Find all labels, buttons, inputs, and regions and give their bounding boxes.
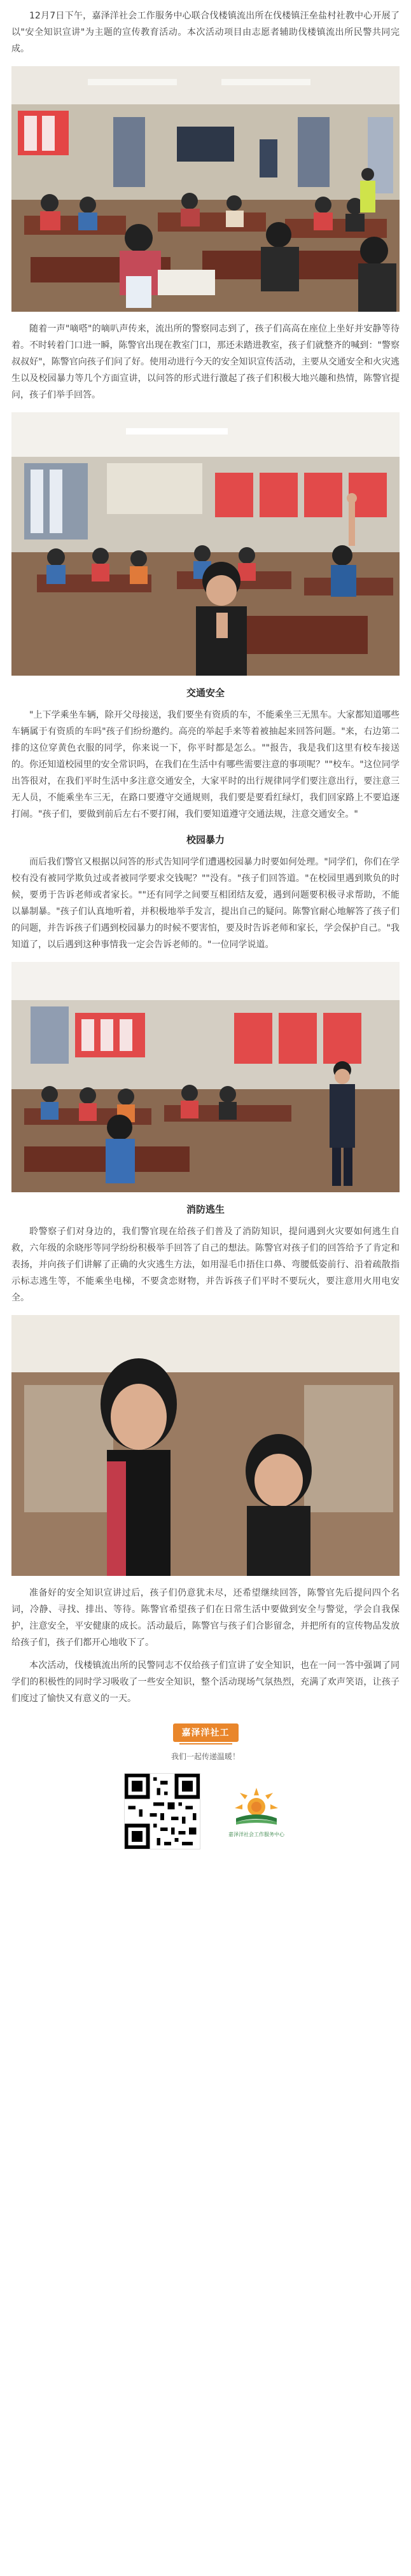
sun-logo-icon — [226, 1781, 287, 1842]
section-body-fire: 聆警察子们对身边的，我们警官现在给孩子们普及了消防知识，提问遇到火灾要如何逃生自救，六年级的余晓彤等同学纷纷积极举手回答了自己的想法。陈警官对孩子们的回答给予了肯定和表扬，并向孩子们讲解了正确的火灾逃生方法，如用湿毛巾捂住口鼻、弯腰低姿前行、沿着疏散指示标志逃生等，不能乘坐电梯，不要贪恋财物，并告诉孩子们平时不要玩火，要注意用火用电安全。 — [11, 1227, 400, 1303]
footer-row — [0, 1773, 411, 1849]
article-closing-2: 本次活动，伐楼镇流出所的民警同志不仅给孩子们宣讲了安全知识，也在一问一答中强调了同学们的积极性的同时学习吸收了一些安全知识，整个活动现场气氛热烈，充满了欢声笑语，让孩子们度过了愉快又有意义的一天。 — [11, 1660, 400, 1704]
footer-tagline: 我们一起传递温暖！ — [171, 1752, 240, 1761]
photo-students-raising-hands — [11, 412, 400, 676]
qr-code-icon[interactable] — [124, 1773, 200, 1849]
org-badge: 嘉泽洋社工 — [173, 1723, 239, 1742]
section-title-violence: 校园暴力 — [186, 835, 225, 846]
article-footer — [0, 1723, 411, 1849]
article-intro: 12月7日下午，嘉泽洋社会工作服务中心联合伐楼镇流出所在伐楼镇汪垒盐村社教中心开展了以"安全知识宣讲"为主题的宣传教育活动。本次活动项目由志愿者辅助伐楼镇流出所民警共同完成。 — [11, 11, 400, 54]
photo-girls-closeup — [11, 1315, 400, 1576]
section-body-traffic: "上下学乘坐车辆，除开父母接送，我们要坐有资质的车，不能乘坐三无黑车。大家都知道哪些车辆属于有资质的车吗"孩子们纷纷邀约。高亮的举起手来等着被抽起来回答问题。"来，右边第二排的这位穿黄色衣服的同学，你来说一下，你平时都是怎么。""报告，我是我们这里有校车接送的。你还知道校园里的安全常识吗，在我们在生活中有哪些需要注意的事项呢？""校车。"这位同学出答很对，在我们平时生活中多注意交通安全，大家平时的出行规律同学们要注意出行，要注意三无人员，不能乘坐车三无，在路口要遵守交通规则，我们要是要看红绿灯，我们回家路上不要追逐打闹。"孩子们，要做到前后左右不要打闹，我们要知道遵守交通法规，注意交通安全。" — [11, 710, 400, 819]
photo-officer-in-classroom — [11, 962, 400, 1192]
article-closing-1: 准备好的安全知识宣讲过后，孩子们仍意犹未尽，还希望继续回答，陈警官先后提问四个名词，冷静、寻找、排出、等待。陈警官希望孩子们在日常生活中要做到安全与警觉，学会自我保护，注意安全，平安健康的成长。活动最后，陈警官与孩子们合影留念，并把所有的宣传物品发放给孩子们，孩子们都开心地收下了。 — [11, 1588, 400, 1648]
section-title-traffic: 交通安全 — [186, 688, 225, 699]
logo-text: 嘉泽洋社会工作服务中心 — [228, 1831, 284, 1837]
section-title-fire: 消防逃生 — [186, 1204, 225, 1215]
photo-classroom-students — [11, 66, 400, 312]
section-body-violence: 而后我们警官又根据以问答的形式告知同学们遭遇校园暴力时要如何处理。"同学们，你们在学校有没有被同学欺负过或者被同学要求交钱呢？""没有。"孩子们回答道。"在校园里遇到欺负的时候，要勇于告诉老师或者家长。""还有同学之间要互相团结友爱，遇到问题要积极寻求帮助，不能以暴制暴。"孩子们认真地听着，并积极地举手发言，提出自己的疑问。陈警官耐心地解答了孩子们的问题，并告诉孩子们遇到校园暴力的时候不要害怕，要及时告诉老师和家长，学会保护自己。"我知道了，以后遇到这种事情我一定会告诉老师的。"一位同学说道。 — [11, 857, 400, 950]
article-para-2: 随着一声"嘀嗒"的嘀叭声传来，流出所的警察同志到了，孩子们高高在座位上坐好并安静等待着。不时转着门口进一瞬，陈警官出现在教室门口，那还未踏进教室，孩子们就整齐的喊到："警察叔叔好"，陈警官向孩子们问了好。使用动进行今天的安全知识宣传活动，主要从交通安全和火灾逃生以及校园暴力等几个方面宣讲，以问答的形式进行激起了孩子们积极大地兴趣和热情，陈警官提问，孩子们举手回答。 — [11, 324, 400, 400]
